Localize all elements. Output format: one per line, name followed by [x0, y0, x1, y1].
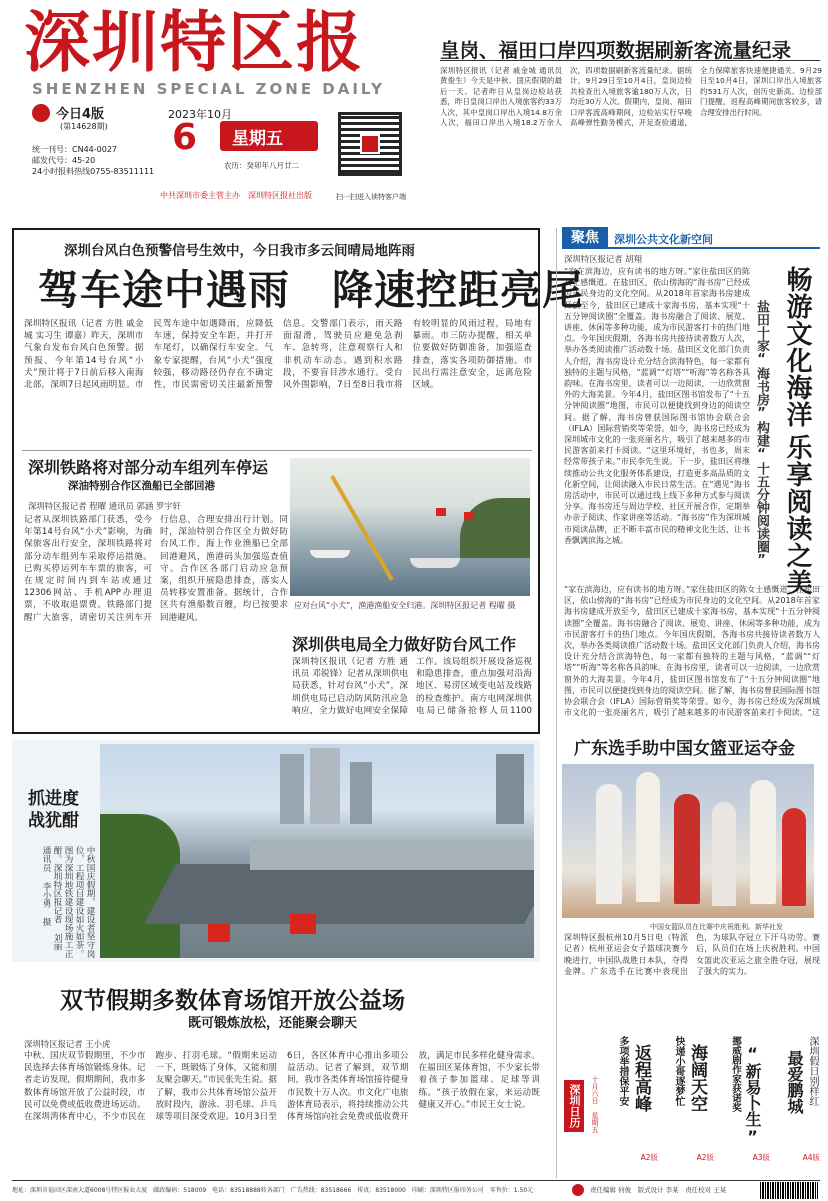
index-item-page: A3版 [752, 1153, 770, 1162]
index-lunar: 十月六日 星期五 [591, 1076, 599, 1133]
index-item-sub: 最爱鹏城 [785, 1050, 804, 1114]
qr-center [360, 134, 380, 154]
harbor-photo [290, 458, 530, 596]
power-title[interactable]: 深圳供电局全力做好防台风工作 [292, 635, 517, 654]
boat [410, 558, 460, 568]
top-story-title[interactable]: 皇岗、福田口岸四项数据刷新客流量纪录 [440, 39, 792, 62]
crane-boom [330, 475, 393, 581]
player [596, 784, 622, 904]
player [636, 772, 660, 902]
volleyball-photo [562, 764, 814, 918]
barcode [760, 1182, 818, 1199]
index-item-sub: 快递小哥逐梦忙 [673, 1036, 684, 1106]
railway-byline: 深圳特区报记者 程曜 通讯员 郭涵 罗宇轩 [28, 501, 182, 511]
index-item-2[interactable] [722, 1036, 776, 1166]
masthead-english: SHENZHEN SPECIAL ZONE DAILY [32, 80, 386, 98]
postal-code: 邮发代号：45-20 [32, 156, 96, 165]
sports-byline: 深圳特区报记者 王小虎 [24, 1039, 111, 1049]
index-item-page: A2版 [696, 1153, 714, 1162]
sports-subtitle: 既可锻炼放松，还能聚会聊天 [188, 1016, 358, 1031]
pages-count: 今日4版 [56, 107, 105, 122]
cn-number: 统一刊号：CN44-0027 [32, 145, 117, 154]
railway-title[interactable]: 深圳铁路将对部分动车组列车停运 [28, 458, 269, 477]
harbor-photo-caption: 应对台风“小犬”，渔港渔船安全归港。深圳特区报记者 程曜 摄 [294, 601, 516, 610]
index-item-title: 海阔天空 [687, 1044, 707, 1112]
boat [310, 550, 350, 558]
top-story-rule [440, 60, 820, 61]
logo-icon [32, 104, 50, 122]
index-item-title: 深圳假日别样红 [807, 1036, 818, 1106]
typhoon-body: 深圳特区报讯（记者 方胜 戚金城 实习生 谭嘉）昨天，深圳市气象台发布台风白色预警。据预报，今年第14号台风“小犬”预计将于7日前后移入南海北部，深圳7日起风雨明显。市民驾车途中如遇降雨，应降低车速，保持安全车距，并打开车尾灯，以确保行车安全。气象专家提醒，台风“小犬”强度较强，移动路径仍存在不确定性，市民需密切关注最新预警信息。交警部门表示，雨天路面湿滑，驾驶员应避免急刹车、急转弯，注意观察行人和非机动车动态。遇到积水路段，不要盲目涉水通行。受台风外围影响，7日至8日我市将有较明显的风雨过程，局地有暴雨。市三防办提醒，相关单位要做好防御准备，加强巡查排查，落实各项防御措施。市民出行需注意安全，远离危险区域。 [24, 319, 532, 391]
qr-caption: 扫一扫进入读特客户端 [336, 193, 406, 201]
lunar-date: 农历：癸卯年八月廿二 [224, 161, 299, 170]
shore-hill [460, 498, 530, 558]
index-item-page: A2版 [640, 1153, 658, 1162]
volleyball-body: 深圳特区报杭州10月5日电（特派记者）杭州亚运会女子篮球决赛今晚进行，中国队战胜日本队，夺得金牌。广东选手在比赛中表现出色，为球队夺冠立下汗马功劳。赛后，队员们在场上庆祝胜利。中国女篮此次亚运之旅全胜夺冠，展现了强大的实力。 [564, 933, 820, 977]
power-body: 深圳特区报讯（记者 方胜 通讯员 邓锐锋）记者从深圳供电局获悉，针对台风“小犬”，深圳供电局已启动防风防汛应急响应，全力做好电网安全保障工作。该局组织开展设备巡视和隐患排查，重点加强对沿海地区、易涝区域变电站及线路的检查维护。南方电网深圳供电局已储备抢修人员1100 [292, 657, 532, 716]
top-story-body: 深圳特区报讯（记者 戚金城 通讯员 黄俊生）今天是中秋、国庆假期的最后一天。记者昨日从皇岗边检站获悉，昨日皇岗口岸出入境旅客约33万人次，其中皇岗口岸出入境14.8万余人次，福田口岸出入境18.2万余人次，四项数据刷新客流量纪录。据统计，9月29日至10月4日，皇岗边检共检查出入境旅客逾180万人次，日均近30万人次。假期内，皇岗、福田口岸客流高峰期间，边检站实行早晚高峰弹性勤务模式，开足查验通道，全力保障旅客快速便捷通关。9月29日至10月4日，深圳口岸出入境旅客约531万人次，创历史新高。边检部门提醒，返程高峰期间旅客较多，请合理安排出行时间。 [440, 66, 822, 128]
focus-badge: 聚焦 [562, 227, 608, 249]
tower [350, 762, 372, 824]
road [144, 864, 534, 924]
index-badge: 深圳日历 [564, 1080, 584, 1132]
year-month: 2023年10月 [168, 108, 232, 121]
tower [496, 754, 524, 824]
player [782, 808, 806, 906]
sports-body: 中秋、国庆双节假期里，不少市民选择去体育场馆锻炼身体。记者走访发现，假期期间，我市多数体育场馆开放了公益时段，市民可以免费或低收费进场运动。在深圳湾体育中心，不少市民在跑步、打羽毛球。“假期来运动一下，既锻炼了身体，又能和朋友聚会聊天。”市民张先生说。据了解，我市公共体育场馆公益开放时段内，游泳、羽毛球、乒乓球等项目深受欢迎。10月3日至6日，各区体育中心推出多项公益活动。记者了解到，双节期间，我市各类体育场馆接待健身市民数十万人次。市文化广电旅游体育局表示，将持续推动公共体育场馆向社会免费或低收费开放，满足市民多样化健身需求。在福田区某体育馆，不少家长带着孩子参加篮球、足球等训练。“孩子放假在家，来运动既健康又开心。”市民王女士说。 [24, 1051, 540, 1123]
footer-editor: 责任编辑 何俊 版式设计 李某 责任校对 王某 [590, 1186, 727, 1194]
volleyball-caption: 中国女篮队员在比赛中庆祝胜利。新华社发 [650, 923, 783, 931]
typhoon-kicker: 深圳台风白色预警信号生效中，今日我市多云间晴局地阵雨 [64, 243, 415, 259]
construction-title-2[interactable]: 战犹酣 [28, 811, 79, 831]
volleyball-title[interactable]: 广东选手助中国女篮亚运夺金 [574, 739, 795, 759]
focus-body: “家在滨海边，应有读书的地方呀。”家住盐田区的陈女士感慨道。在盐田区，依山傍海的“海书房”已经成为市民身边的文化空间。从2018年首家海书房建成开放至今，盐田区已建成十家海书房，基本实现“十五分钟阅读圈”全覆盖。海书房融合了阅读、展览、讲座、休闲等多种功能，成为市民游客打卡的热门地点。今年国庆假期，各海书房共接待读者数万人次，举办各类阅读推广活动数十场。盐田区文化部门负责人介绍，海书房设计充分结合滨海特色，每一家都有独特的主题与风格，“蓝调”“灯塔”“听海”等名称各具韵味。在海书房里，读者可以一边阅读，一边欣赏窗外的大海美景。今年4月，盐田区图书馆发布了“十五分钟阅读圈”地图，市民可以便捷找到身边的阅读空间。据了解，海书房曾获国际图书馆协会联合会（IFLA）国际营销奖等荣誉。如今，海书房已经成为深圳城市文化的一张亮丽名片，吸引了越来越多的市民游客前来打卡阅读。“这里环境好，书也多，周末经常带孩子来。”市民李先生说。下一步，盐田区将继续推动公共文化服务体系建设，打造更多高品质的文化新空间，让阅读融入市民日常生活。在“遇见”海书房活动中，市民可以通过线上线下多种方式参与阅读分享。海书房还与周边学校、社区开展合作，定期举办亲子阅读、作家讲座等活动。“海书房”作为深圳城市阅读品牌，正不断丰富市民的精神文化生活，让书香飘满滨海之城。 [564, 267, 750, 545]
typhoon-title[interactable]: 驾车途中遇雨 降速控距亮尾 [38, 266, 584, 314]
focus-headline-2[interactable]: 乐享阅读之美 [782, 434, 812, 596]
weekday: 星期五 [232, 129, 283, 149]
focus-byline: 深圳特区报记者 胡翔 [564, 254, 643, 264]
index-item-sub: 挪威剧作家获诺奖 [730, 1036, 741, 1112]
player [674, 794, 700, 904]
flag-icon [290, 914, 316, 934]
railway-subtitle: 深油特别合作区渔船已全部回港 [68, 480, 215, 492]
footer-logo-icon [572, 1184, 584, 1196]
footer-address: 地址：深圳市福田区深南大道6008号特区报业大厦 邮政编码：518009 电话：83518888转各部门 广告热线：83518666 传真：83518000 印刷：深圳特区报印务公司 零售价：1.50元 [12, 1187, 534, 1194]
masthead-title: 深圳特区报 [24, 3, 364, 81]
player [750, 780, 776, 904]
flag-icon [464, 512, 474, 520]
index-item-1[interactable] [784, 1036, 820, 1166]
flag-icon [436, 508, 446, 516]
tower [280, 754, 304, 824]
site-structure [250, 840, 534, 870]
index-item-title: 返程高峰 [631, 1044, 651, 1112]
index-item-page: A4版 [802, 1153, 820, 1162]
railway-body: 记者从深圳铁路部门获悉，受今年第14号台风“小犬”影响，为确保旅客出行安全，深圳铁路将对部分动车组列车采取停运措施。已购买停运列车车票的旅客，可在规定时间内到车站或通过12306网站、手机APP办理退票，不收取退票费。铁路部门提醒广大旅客，请密切关注列车开行信息，合理安排出行计划。同时，深汕特别合作区全力做好防台风工作，海上作业渔船已全部回港避风，渔港码头加强巡查值守。合作区各部门启动应急预案，组织开展隐患排查，落实人员转移安置准备。据统计，合作区共有渔船数百艘，均已按要求回港避风。 [24, 515, 288, 623]
player [712, 802, 736, 906]
sponsor-line: 中共深圳市委主管主办 深圳特区报社出版 [160, 191, 312, 200]
index-item-4[interactable] [610, 1036, 662, 1166]
construction-photo [100, 744, 534, 958]
construction-caption: 中秋国庆假期，建设者坚守岗位，工程项目建设如火如荼。图为深圳地铁建设现场施工正酣。深圳特区报记者 刘丽 通讯员 李小勇 摄 [41, 846, 95, 958]
index-item-sub: 多项举措保平安 [617, 1036, 628, 1106]
index-item-3[interactable] [666, 1036, 718, 1166]
focus-body-continued: “家在滨海边，应有读书的地方呀。”家住盐田区的陈女士感慨道。在盐田区，依山傍海的“海书房”已经成为市民身边的文化空间。从2018年首家海书房建成开放至今，盐田区已建成十家海书房，基本实现“十五分钟阅读圈”全覆盖。海书房融合了阅读、展览、讲座、休闲等多种功能，成为市民游客打卡的热门地点。今年国庆假期，各海书房共接待读者数万人次，举办各类阅读推广活动数十场。盐田区文化部门负责人介绍，海书房设计充分结合滨海特色，每一家都有独特的主题与风格，“蓝调”“灯塔”“听海”等名称各具韵味。在海书房里，读者可以一边阅读，一边欣赏窗外的大海美景。今年4月，盐田区图书馆发布了“十五分钟阅读圈”地图，市民可以便捷找到身边的阅读空间。据了解，海书房曾获国际图书馆协会联合会（IFLA）国际营销奖等荣誉。如今，海书房已经成为深圳城市文化的一张亮丽名片，吸引了越来越多的市民游客前来打卡阅读。“这 [564, 585, 820, 718]
construction-title-1[interactable]: 抓进度 [28, 789, 79, 809]
focus-subhead: 盐田十家“海书房”构建“十五分钟阅读圈” [754, 300, 769, 568]
sports-title[interactable]: 双节假期多数体育场馆开放公益场 [60, 988, 405, 1014]
day-number: 6 [172, 117, 198, 158]
focus-headline-1[interactable]: 畅游文化海洋 [782, 266, 812, 428]
tower [310, 748, 340, 824]
focus-section: 深圳公共文化新空间 [614, 233, 713, 246]
hotline: 24小时报料热线0755-83511111 [32, 167, 155, 176]
issue-number: (第14628期) [60, 122, 108, 131]
index-item-title: “新易卜生” [743, 1044, 762, 1146]
flag-icon [208, 924, 230, 942]
